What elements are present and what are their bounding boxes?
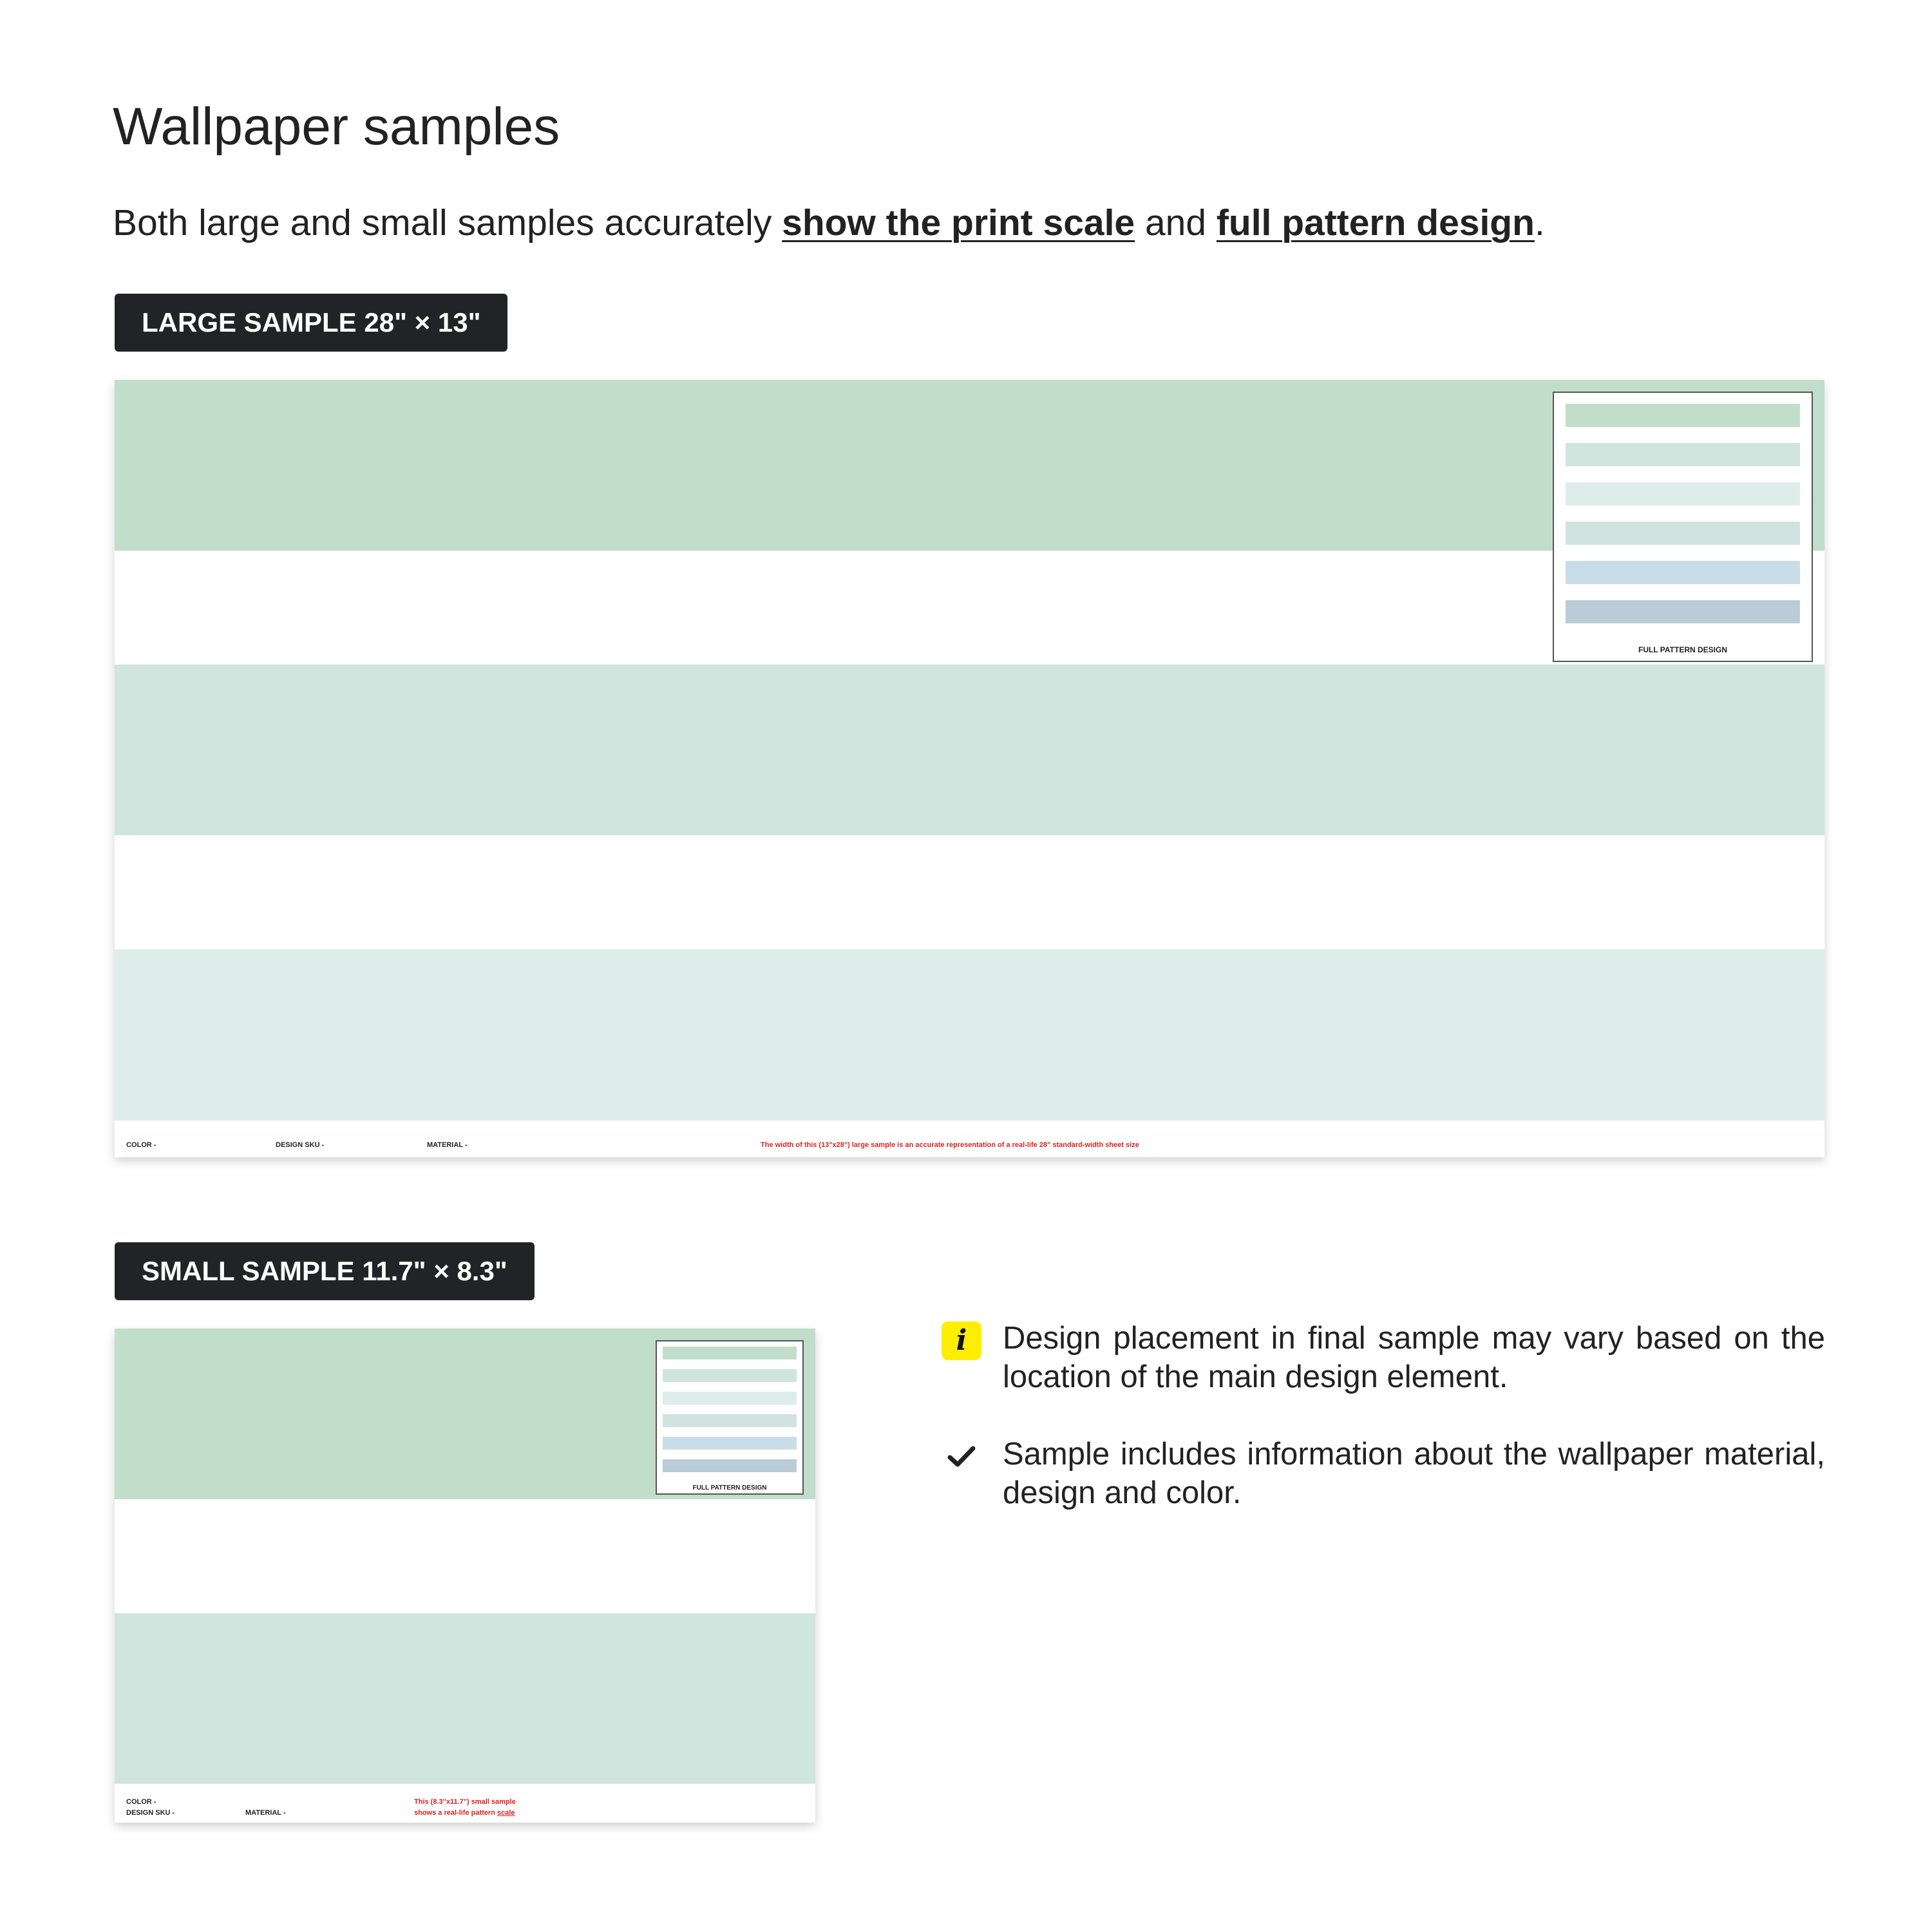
subtitle-emphasis-print-scale: show the print scale (782, 202, 1135, 243)
small-footer-color-label: COLOR - (126, 1798, 156, 1806)
inset-stripe-5 (1566, 561, 1800, 584)
small-sample-stripe-3 (115, 1613, 815, 1784)
small-sample-badge: SMALL SAMPLE 11.7" × 8.3" (115, 1242, 535, 1300)
large-sample-full-pattern-inset (1553, 392, 1813, 662)
small-sample-full-pattern-inset (656, 1340, 804, 1495)
inset-stripe-3 (1566, 482, 1800, 506)
inset-stripe-1 (1566, 404, 1800, 427)
small-footer-note-line2 (414, 1809, 515, 1817)
inset-stripe-2 (1566, 443, 1800, 466)
large-footer-material-label: MATERIAL - (427, 1141, 468, 1149)
large-inset-label: FULL PATTERN DESIGN (1638, 645, 1727, 654)
small-footer-sku-label: DESIGN SKU - (126, 1809, 175, 1817)
subtitle-text-prefix: Both large and small samples accurately (113, 202, 782, 243)
checkmark-icon (942, 1437, 981, 1476)
inset-stripe-5 (663, 1437, 797, 1450)
large-footer-sku-label: DESIGN SKU - (276, 1141, 325, 1149)
info-item-includes (942, 1435, 1825, 1512)
small-sample-stripe-2 (115, 1499, 815, 1613)
info-icon: i (942, 1321, 981, 1360)
subtitle-emphasis-full-pattern: full pattern design (1216, 202, 1535, 243)
info-item-placement-text: Design placement in final sample may vary based on the location of the main design element. (1003, 1321, 1825, 1394)
inset-stripe-4 (1566, 522, 1800, 545)
large-footer-color-label: COLOR - (126, 1141, 156, 1149)
large-sample-preview (115, 380, 1824, 1157)
inset-stripe-1 (663, 1347, 797, 1359)
page-subtitle (113, 201, 1545, 245)
inset-stripe-6 (1566, 600, 1800, 623)
large-sample-stripe-3 (115, 665, 1824, 835)
large-sample-stripe-5 (115, 949, 1824, 1121)
small-inset-label: FULL PATTERN DESIGN (692, 1484, 767, 1492)
large-sample-stripe-4 (115, 835, 1824, 949)
small-sample-preview (115, 1329, 815, 1823)
info-item-includes-text: Sample includes information about the wallpaper material, design and color. (1003, 1437, 1825, 1510)
small-footer-note-prefix: shows a real-life pattern (414, 1809, 497, 1817)
info-item-placement (942, 1319, 1825, 1396)
inset-stripe-3 (663, 1392, 797, 1405)
page-title: Wallpaper samples (113, 97, 560, 156)
inset-stripe-2 (663, 1369, 797, 1382)
large-footer-note: The width of this (13"x28") large sample is an accurate representation of a real-life 28" standard-width sheet size (761, 1141, 1139, 1149)
inset-stripe-6 (663, 1459, 797, 1472)
small-footer-note-line1: This (8.3"x11.7") small sample (414, 1798, 516, 1806)
subtitle-text-mid: and (1135, 202, 1217, 243)
inset-stripe-4 (663, 1414, 797, 1427)
info-list (942, 1319, 1825, 1512)
small-footer-material-label: MATERIAL - (245, 1809, 286, 1817)
subtitle-text-suffix: . (1534, 202, 1545, 243)
small-footer-note-scale: scale (497, 1809, 515, 1817)
large-sample-badge: LARGE SAMPLE 28" × 13" (115, 294, 507, 352)
